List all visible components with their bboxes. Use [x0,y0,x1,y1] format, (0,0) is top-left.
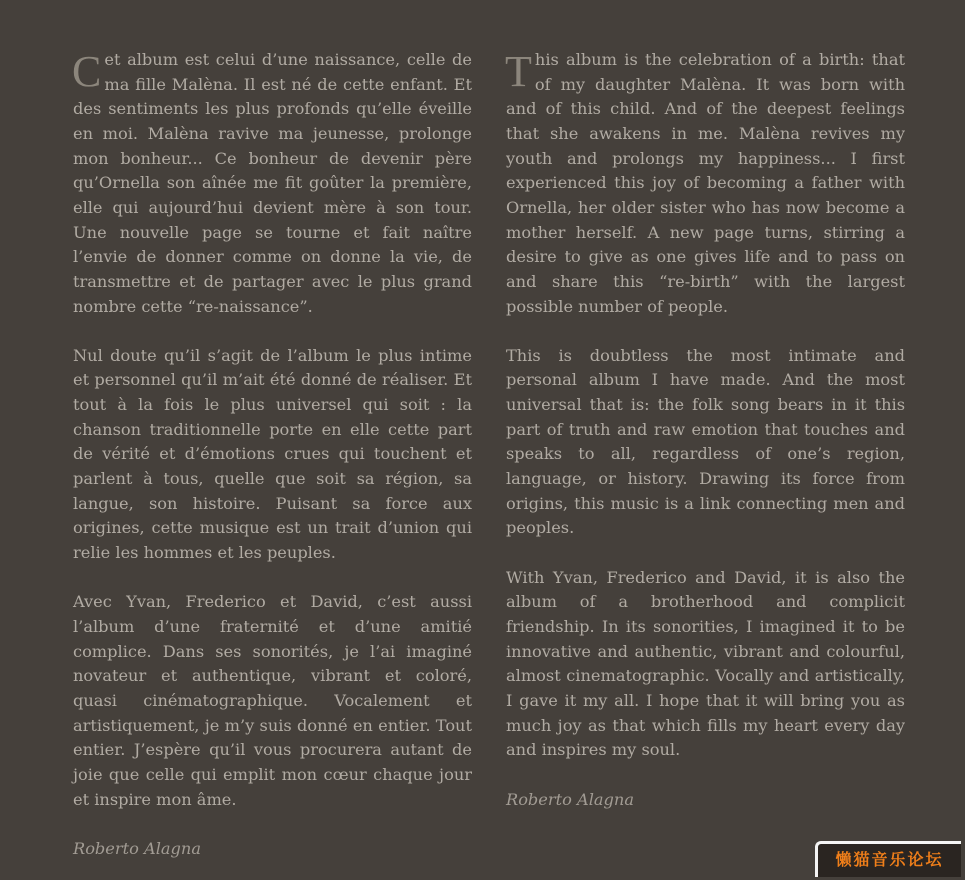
french-column [73,48,472,861]
french-paragraph-3: Avec Yvan, Frederico et David, c’est aussi l’album d’une fraternité et d’une amitié complice. Dans ses sonorités, je l’ai imaginé novateur et authentique, vibrant et coloré, quasi cinématographique. Vocalement et artistiquement, je m’y suis donné en entier. Tout entier. J’espère qu’il vous procurera autant de joie que celle qui emplit mon cœur chaque jour et inspire mon âme. [73,592,472,809]
forum-watermark-text: 懒猫音乐论坛 [835,850,944,869]
english-paragraph-3: With Yvan, Frederico and David, it is also the album of a brotherhood and complicit friendship. In its sonorities, I imagined it to be innovative and authentic, vibrant and colourful, almost cinematographic. Vocally and artistically, I gave it my all. I hope that it will bring you as much joy as that which fills my heart every day and inspires my soul. [506,567,905,760]
english-column [506,48,905,812]
french-drop-cap: C [72,47,102,96]
english-drop-cap: T [505,47,532,96]
french-signature: Roberto Alagna [73,838,201,858]
forum-watermark-badge [815,841,961,877]
english-paragraph-1 [506,48,905,319]
english-signature: Roberto Alagna [506,789,634,809]
english-paragraph-2: This is doubtless the most intimate and personal album I have made. And the most universal that is: the folk song bears in it this part of truth and raw emotion that touches and speaks to all, regardless of one’s region, language, or history. Drawing its force from origins, this music is a link connecting men and peoples. [506,345,905,538]
french-paragraph-1 [73,48,472,319]
french-paragraph-1-text: et album est celui d’une naissance, celle de ma fille Malèna. Il est né de cette enfant. Et des sentiments les plus profonds qu’elle éveille en moi. Malèna ravive ma jeunesse, prolonge mon bonheur... Ce bonheur de devenir père qu’Ornella son aînée me fit goûter la première, elle qui aujourd’hui devient mère à son tour. Une nouvelle page se tourne et fait naître l’envie de donner comme on donne la vie, de transmettre et de partager avec le plus grand nombre cette “re-naissance”. [73,50,472,316]
english-paragraph-1-text: his album is the celebration of a birth: that of my daughter Malèna. It was born with and of this child. And of the deepest feelings that she awakens in me. Malèna revives my youth and prolongs my happiness... I first experienced this joy of becoming a father with Ornella, her older sister who has now become a mother herself. A new page turns, stirring a desire to give as one gives life and to pass on and share this “re-birth” with the largest possible number of people. [506,50,905,316]
french-paragraph-2: Nul doute qu’il s’agit de l’album le plus intime et personnel qu’il m’ait été donné de réaliser. Et tout à la fois le plus universel qui soit : la chanson traditionnelle porte en elle cette part de vérité et d’émotions crues qui touchent et parlent à tous, quelle que soit sa région, sa langue, son histoire. Puisant sa force aux origines, cette musique est un trait d’union qui relie les hommes et les peuples. [73,345,472,563]
